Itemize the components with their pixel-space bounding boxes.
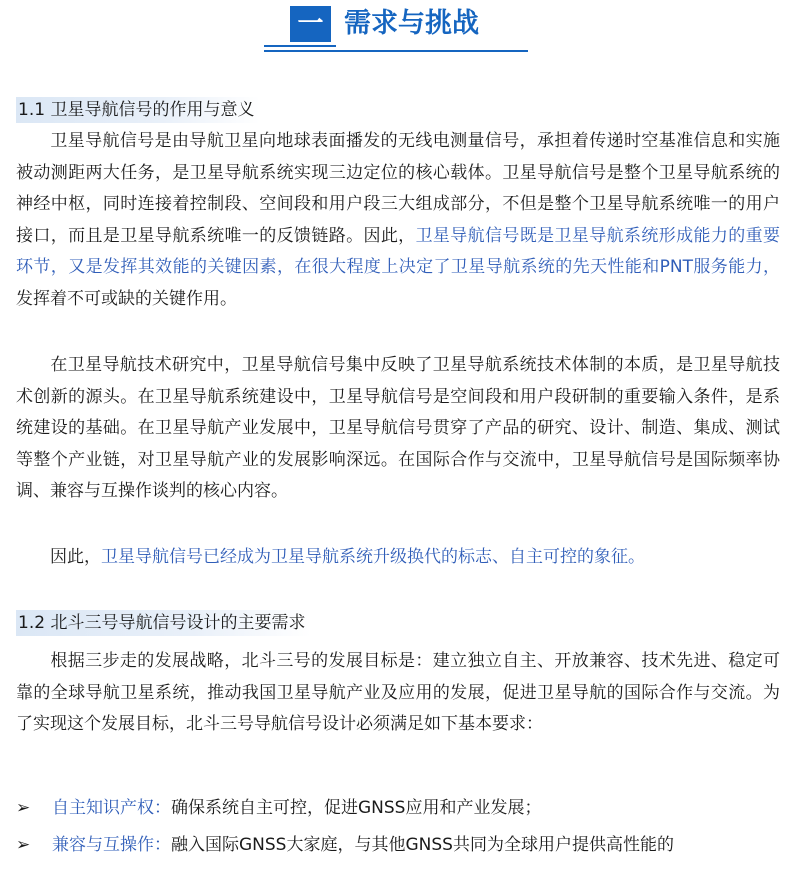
arrow-bullet-icon: ➢ bbox=[16, 835, 31, 855]
paragraph-2-text: 在卫星导航技术研究中，卫星导航信号集中反映了卫星导航系统技术体制的本质，是卫星导航技术创新的源头。在卫星导航系统建设中，卫星导航信号是空间段和用户段研制的重要输入条件，是系统建设的基础。在卫星导航产业发展中，卫星导航信号贯穿了产品的研究、设计、制造、集成、测试等整个产业链，对卫星导航产业的发展影响深远。在国际合作与交流中，卫星导航信号是国际频率协调、兼容与互操作谈判的核心内容。 bbox=[16, 355, 780, 501]
requirement-term: 自主知识产权： bbox=[52, 798, 171, 818]
title-underline-long bbox=[264, 50, 528, 52]
section-1-1-paragraph-1 bbox=[16, 126, 780, 315]
requirement-item bbox=[16, 793, 780, 824]
section-1-2-paragraph-text: 根据三步走的发展战略，北斗三号的发展目标是：建立独立自主、开放兼容、技术先进、稳定可靠的全球导航卫星系统，推动我国卫星导航产业及应用的发展，促进卫星导航的国际合作与交流。为了实现这个发展目标，北斗三号导航信号设计必须满足如下基本要求： bbox=[16, 651, 780, 734]
requirement-term: 兼容与互操作： bbox=[52, 835, 171, 855]
section-1-1-paragraph-2 bbox=[16, 350, 780, 508]
requirement-text: 确保系统自主可控，促进GNSS应用和产业发展； bbox=[171, 798, 542, 818]
paragraph-1-highlight: 卫星导航信号既是卫星导航系统形成能力的重要环节，又是发挥其效能的关键因素，在很大程度上决定了卫星导航系统的先天性能和PNT服务能力， bbox=[16, 225, 781, 277]
chapter-title-block bbox=[264, 4, 528, 54]
requirement-item bbox=[16, 830, 780, 861]
chapter-number-badge: 一 bbox=[290, 6, 331, 42]
section-1-2-heading: 1.2 北斗三号导航信号设计的主要需求 bbox=[16, 610, 311, 636]
arrow-bullet-icon: ➢ bbox=[16, 798, 31, 818]
section-1-2-paragraph-1 bbox=[16, 646, 780, 741]
section-1-1-paragraph-3 bbox=[16, 542, 780, 574]
paragraph-3-highlight: 卫星导航信号已经成为卫星导航系统升级换代的标志、自主可控的象征。 bbox=[101, 547, 645, 567]
chapter-title: 需求与挑战 bbox=[344, 8, 479, 39]
section-1-1-heading: 1.1 卫星导航信号的作用与意义 bbox=[16, 97, 260, 123]
paragraph-1-text-a: 卫星导航信号是由导航卫星向地球表面播发的无线电测量信号，承担着传递时空基准信息和实施被动测距两大任务，是卫星导航系统实现三边定位的核心载体。卫星导航信号是整个卫星导航系统的神经中枢，同时连接着控制段、空间段和用户段三大组成部分，不但是整个卫星导航系统唯一的用户接口，而且是卫星导航系统唯一的反馈链路。因此， bbox=[16, 131, 780, 246]
paragraph-1-text-c: 发挥着不可或缺的关键作用。 bbox=[16, 288, 237, 309]
paragraph-3-text-a: 因此， bbox=[50, 547, 101, 567]
title-underline-short bbox=[264, 45, 336, 47]
requirement-text: 融入国际GNSS大家庭，与其他GNSS共同为全球用户提供高性能的 bbox=[171, 835, 674, 855]
